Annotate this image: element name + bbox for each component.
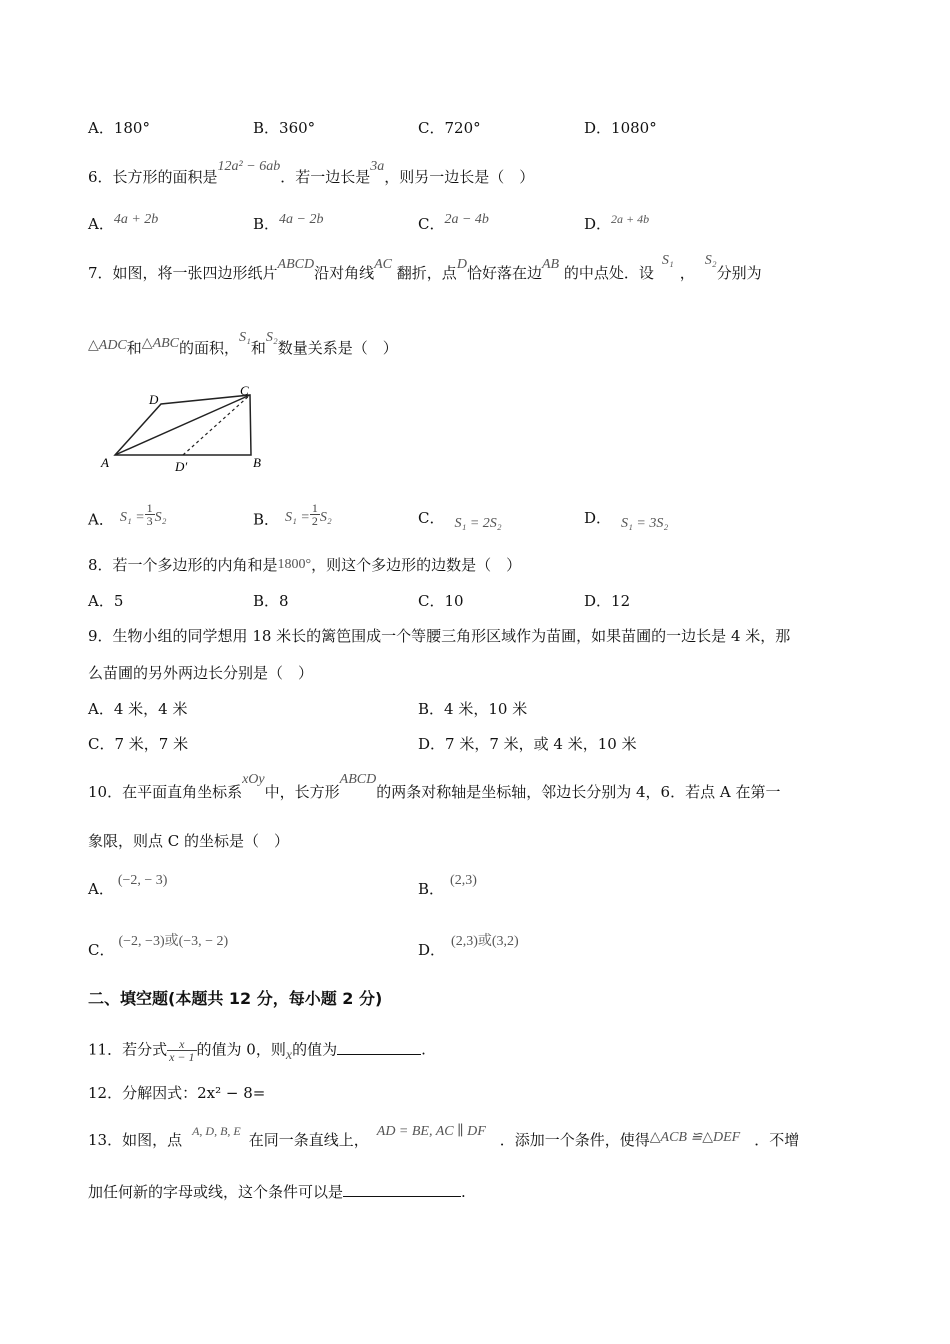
section-heading: 二、填空题(本题共 12 分，每小题 2 分) bbox=[88, 989, 383, 1008]
label-d-prime: D′ bbox=[175, 459, 188, 473]
label-a: A bbox=[101, 455, 109, 470]
label-c: C bbox=[240, 383, 249, 398]
q7-stem-line1: 7．如图，将一张四边形纸片ABCD沿对角线AC 翻折，点D恰好落在边AB 的中点处．设S₁，S₂分别为 bbox=[88, 253, 762, 282]
q9-stem-line1: 9．生物小组的同学想用 18 米长的篱笆围成一个等腰三角形区域作为苗圃，如果苗圃的一边长是 4 米，那 bbox=[88, 627, 791, 645]
q6-option-d: D．$^{2a + 4b}$ bbox=[584, 212, 650, 233]
q5-option-a: A．180° bbox=[88, 119, 150, 137]
quadrilateral-figure bbox=[95, 383, 275, 473]
q9-option-b: B．4 米，10 米 bbox=[418, 700, 528, 718]
q10-option-a: A． (−2, − 3) bbox=[88, 873, 168, 898]
q10-option-b: B． (2,3) bbox=[418, 873, 477, 898]
q7-option-c: C． S₁ = 2S₂ bbox=[418, 509, 502, 531]
q6-stem: 6．长方形的面积是12a² − 6ab．若一边长是3a，则另一边长是（ ） bbox=[88, 159, 535, 186]
q10-stem-line2: 象限，则点 C 的坐标是（ ） bbox=[88, 832, 290, 850]
q12-stem: 12．分解因式：2x² − 8= bbox=[88, 1084, 266, 1102]
q11-answer-blank[interactable] bbox=[337, 1040, 421, 1055]
q13-answer-blank[interactable] bbox=[343, 1182, 461, 1197]
q8-option-c: C．10 bbox=[418, 592, 464, 610]
q10-stem-line1: 10．在平面直角坐标系xOy中，长方形ABCD的两条对称轴是坐标轴，邻边长分别为 4，6．若点 A 在第一 bbox=[88, 772, 781, 801]
label-d: D bbox=[149, 392, 159, 407]
q5-option-c: C．720° bbox=[418, 119, 481, 137]
q9-stem-line2: 么苗圃的另外两边长分别是（ ） bbox=[88, 664, 314, 682]
q7-option-a: A． S₁ = $\frac{1}{3}$ S₂ bbox=[88, 501, 167, 529]
q6-option-c: C．2a − 4b bbox=[418, 212, 489, 233]
q9-option-c: C．7 米，7 米 bbox=[88, 735, 189, 753]
q8-option-d: D．12 bbox=[584, 592, 631, 610]
fold-line-cd bbox=[183, 395, 250, 455]
q7-option-b: B． S₁ = $\frac{1}{2}$ S₂ bbox=[253, 501, 332, 529]
q10-option-d: D． (2,3)或(3,2) bbox=[418, 934, 519, 959]
q7-option-d: D． S₁ = 3S₂ bbox=[584, 509, 669, 531]
q6-option-a: A．4a + 2b bbox=[88, 212, 159, 233]
q5-option-b: B．360° bbox=[253, 119, 316, 137]
q10-option-c: C． (−2, −3)或(−3, − 2) bbox=[88, 934, 229, 959]
q8-stem: 8．若一个多边形的内角和是1800°，则这个多边形的边数是（ ） bbox=[88, 556, 522, 574]
q11-stem: 11．若分式 $\frac{x}{x - 1}$ 的值为 0，则x的值为 . bbox=[88, 1037, 426, 1064]
q6-option-b: B．4a − 2b bbox=[253, 212, 324, 233]
q7-stem-line2: △ADC和△ABC的面积，S₁和S₂数量关系是（ ） bbox=[88, 330, 398, 357]
q9-option-d: D．7 米，7 米，或 4 米，10 米 bbox=[418, 735, 637, 753]
q9-option-a: A．4 米，4 米 bbox=[88, 700, 188, 718]
q8-option-b: B．8 bbox=[253, 592, 289, 610]
label-b: B bbox=[253, 455, 261, 470]
q8-option-a: A．5 bbox=[88, 592, 124, 610]
q13-stem-line2: 加任何新的字母或线，这个条件可以是 . bbox=[88, 1183, 466, 1201]
q5-option-d: D．1080° bbox=[584, 119, 657, 137]
diagonal-ac bbox=[115, 395, 250, 455]
q13-stem-line1: 13．如图，点 $^{A, D, B, E}$ 在同一条直线上， AD = BE, AC ∥ DF ．添加一个条件，使得△ACB ≌△DEF ．不增 bbox=[88, 1124, 800, 1149]
